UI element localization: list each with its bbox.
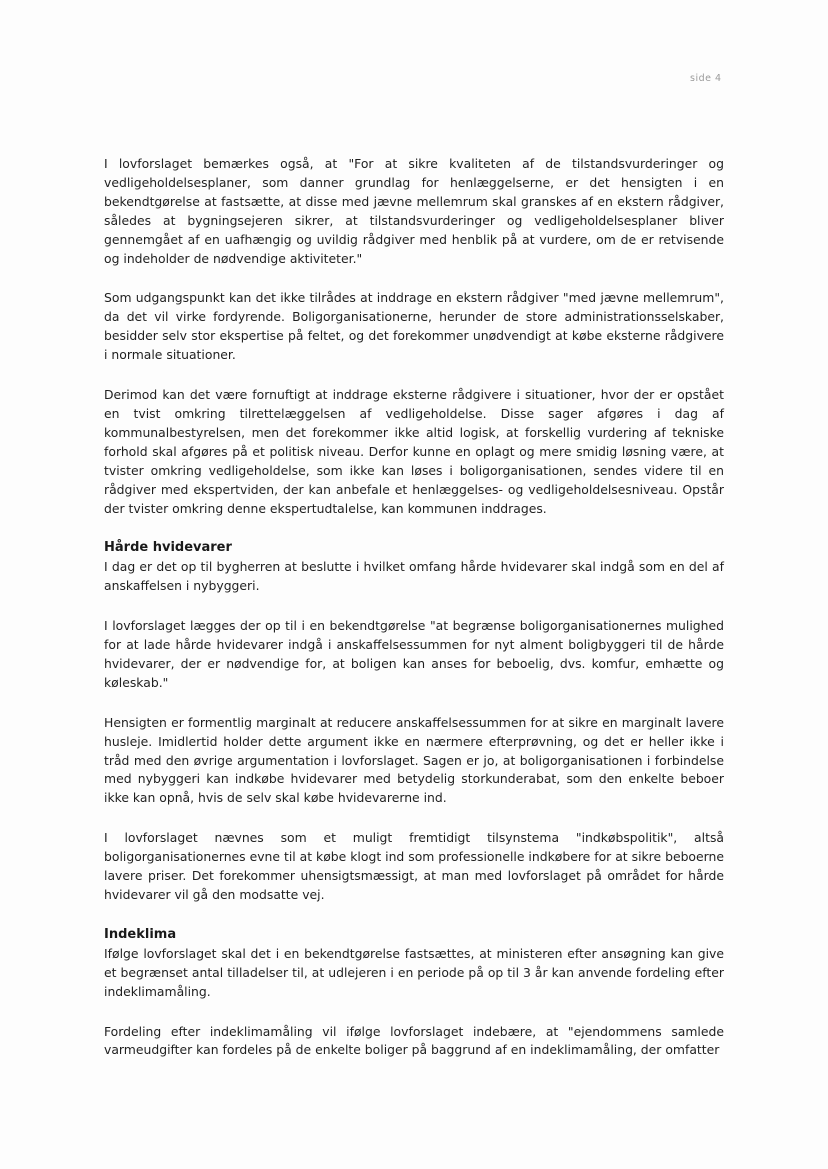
paragraph-hvidevarer-intro: I dag er det op til bygherren at beslutte i hvilket omfang hårde hvidevarer skal indgå som en del af anskaffelsen i nybyggeri.: [104, 559, 724, 594]
section-heading-haarde-hvidevarer: Hårde hvidevarer: [104, 540, 232, 556]
paragraph-eksterne-raadgivere: Derimod kan det være fornuftigt at inddrage eksterne rådgivere i situationer, hvor der er opstået en tvist omkring tilrettelæggelsen af vedligeholdelse. Disse sager afgøres i dag af kommunalbestyrelsen, men det forekommer ikke altid logisk, at forskellig vurdering af tekniske forhold skal afgøres på et politisk niveau. Derfor kunne en oplagt og mere smidig løsning være, at tvister omkring vedligeholdelse, som ikke kan løses i boligorganisationen, sendes videre til en rådgiver med ekspertviden, der kan anbefale et henlæggelses- og vedligeholdelsesniveau. Opstår der tvister omkring denne ekspertudtalelse, kan kommunen inddrages.: [104, 387, 724, 516]
page-number: side 4: [690, 73, 722, 84]
document-body: [104, 155, 724, 1081]
paragraph-lovforslag-intro: I lovforslaget bemærkes også, at "For at sikre kvaliteten af de tilstandsvurderinger og vedligeholdelsesplaner, som danner grundlag for henlæggelserne, er det hensigten i en bekendtgørelse at fastsætte, at disse med jævne mellemrum skal granskes af en ekstern rådgiver, således at bygningsejeren sikrer, at tilstandsvurderinger og vedligeholdelsesplaner bliver gennemgået af en uafhængig og uvildig rådgiver med henblik på at vurdere, om de er retvisende og indeholder de nødvendige aktiviteter.": [104, 156, 724, 266]
paragraph-udgangspunkt: Som udgangspunkt kan det ikke tilrådes at inddrage en ekstern rådgiver "med jævne mellemrum", da det vil virke fordyrende. Boligorganisationerne, herunder de store administrationsselskaber, besidder selv stor ekspertise på feltet, og det forekommer unødvendigt at købe eksterne rådgivere i normale situationer.: [104, 290, 724, 363]
paragraph-indeklima-intro: Ifølge lovforslaget skal det i en bekendtgørelse fastsættes, at ministeren efter ansøgning kan give et begrænset antal tilladelser til, at udlejeren i en periode på op til 3 år kan anvende fordeling efter indeklimamåling.: [104, 945, 724, 999]
section-indeklima: [104, 926, 724, 1002]
paragraph-hvidevarer-indkoebspolitik: I lovforslaget nævnes som et muligt fremtidigt tilsynstema "indkøbspolitik", altså boligorganisationernes evne til at købe klogt ind som professionelle indkøbere for at sikre beboerne lavere priser. Det forekommer uhensigtsmæssigt, at man med lovforslaget på området for hårde hvidevarer vil gå den modsatte vej.: [104, 830, 724, 902]
paragraph-hvidevarer-bekendtgoerelse: I lovforslaget lægges der op til i en bekendtgørelse "at begrænse boligorganisationernes mulighed for at lade hårde hvidevarer indgå i anskaffelsessummen for nyt alment boligbyggeri til de hårde hvidevarer, der er nødvendige for, at boligen kan anses for beboelig, dvs. komfur, emhætte og køleskab.": [104, 618, 724, 690]
paragraph-hvidevarer-hensigt: Hensigten er formentlig marginalt at reducere anskaffelsessummen for at sikre en marginalt lavere husleje. Imidlertid holder dette argument ikke en nærmere efterprøvning, og det er heller ikke i tråd med den øvrige argumentation i lovforslaget. Sagen er jo, at boligorganisationen i forbindelse med nybyggeri kan indkøbe hvidevarer med betydelig storkunderabat, som den enkelte beboer ikke kan opnå, hvis de selv skal købe hvidevarerne ind.: [104, 714, 724, 806]
section-haarde-hvidevarer: [104, 539, 724, 596]
paragraph-indeklima-fordeling: Fordeling efter indeklimamåling vil ifølge lovforslaget indebære, at "ejendommens samlede varmeudgifter kan fordeles på de enkelte boliger på baggrund af en indeklimamåling, der omfatter: [104, 1023, 724, 1058]
section-heading-indeklima: Indeklima: [104, 926, 177, 942]
